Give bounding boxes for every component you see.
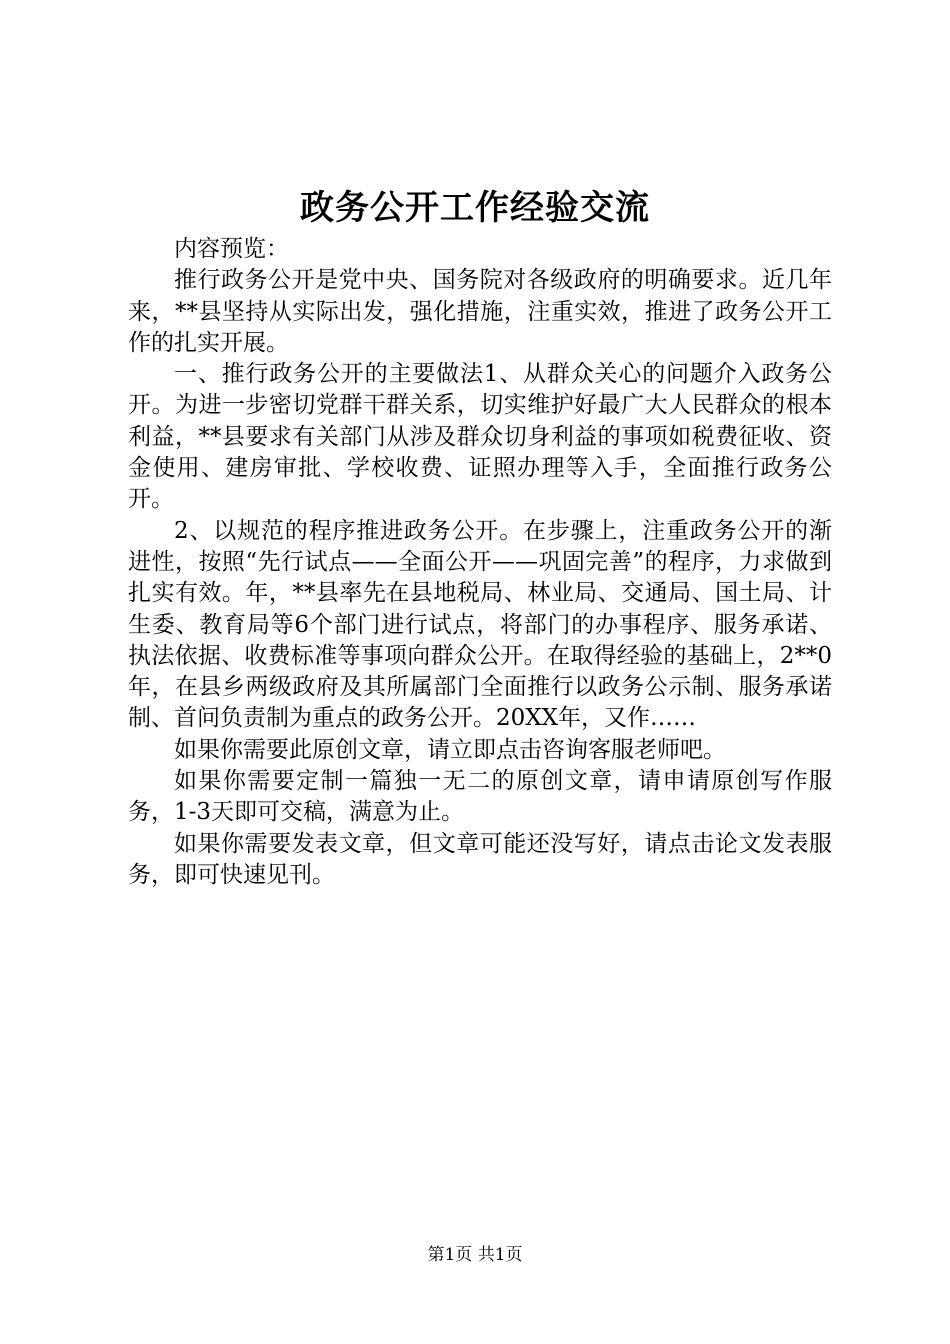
paragraph-promo-original: 如果你需要此原创文章，请立即点击咨询客服老师吧。	[174, 736, 726, 763]
page-footer: 第1页 共1页	[427, 1245, 523, 1265]
paragraph-preview-label: 内容预览：	[174, 236, 289, 262]
paragraph-promo-custom: 如果你需要定制一篇独一无二的原创文章，请申请原创写作服务，1-3天即可交稿，满意为止。	[128, 768, 832, 826]
paragraph-promo-publish: 如果你需要发表文章，但文章可能还没写好，请点击论文发表服务，即可快速见刊。	[128, 830, 832, 888]
paragraph-section-one: 一、推行政务公开的主要做法1、从群众关心的问题介入政务公开。为进一步密切党群干群关系，切实维护好最广大人民群众的根本利益，**县要求有关部门从涉及群众切身利益的事项如税费征收、资金使用、建房审批、学校收费、证照办理等入手，全面推行政务公开。	[128, 361, 832, 513]
paragraph-section-two: 2、以规范的程序推进政务公开。在步骤上，注重政务公开的渐进性，按照“先行试点——全面公开——巩固完善”的程序，力求做到扎实有效。年，**县率先在县地税局、林业局、交通局、国土局、计生委、教育局等6个部门进行试点，将部门的办事程序、服务承诺、执法依据、收费标准等事项向群众公开。在取得经验的基础上，2**0年，在县乡两级政府及其所属部门全面推行以政务公示制、服务承诺制、首问负责制为重点的政务公开。20XX年，又作……	[128, 517, 832, 732]
paragraph-intro: 推行政务公开是党中央、国务院对各级政府的明确要求。近几年来，**县坚持从实际出发，强化措施，注重实效，推进了政务公开工作的扎实开展。	[128, 267, 832, 356]
document-title: 政务公开工作经验交流	[300, 188, 650, 228]
document-body	[128, 234, 832, 891]
